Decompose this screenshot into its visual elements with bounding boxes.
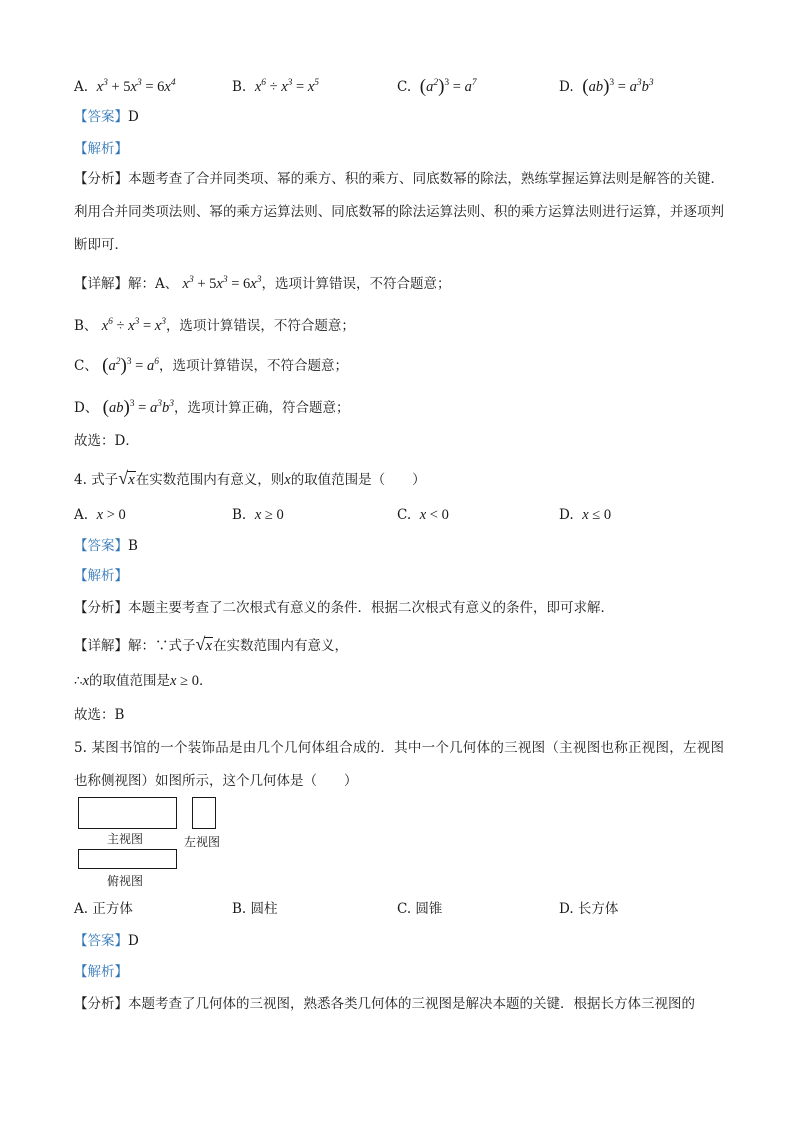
front-view-rect: [78, 797, 177, 829]
q4-options: [74, 504, 724, 526]
q4-jiexi-tag: 【解析】: [74, 568, 128, 584]
q4-xiangjie: 【详解】解：∵式子√x在实数范围内有意义，: [74, 634, 349, 654]
q4-stem: 4. 式子√x在实数范围内有意义，则x的取值范围是（ ）: [74, 468, 426, 488]
q3-xiangjie-d: D、 $(ab)^3 = a^3b^3$，选项计算正确，符合题意；: [74, 397, 350, 418]
q5-options: [74, 898, 724, 920]
q5-option-b: B. 圆柱: [232, 901, 278, 917]
q3-jiexi-tag: 【解析】: [74, 141, 128, 157]
top-view-rect: [78, 849, 177, 869]
sqrt-x: √x: [195, 634, 213, 654]
left-view-label: 左视图: [184, 835, 221, 849]
q5-answer: 【答案】D: [74, 933, 139, 949]
q4-answer: 【答案】B: [74, 538, 138, 554]
q4-option-b: B. x ≥ 0: [232, 507, 284, 523]
q3-xiangjie-a: 【详解】解：A、 $x^3 + 5x^3 = 6x^3$，选项计算错误，不符合题意；: [74, 275, 451, 292]
q3-conclusion: 故选：D．: [74, 433, 139, 449]
q3-option-d: D. $(ab)^3 = a^3b^3$: [559, 76, 654, 97]
q4-option-d: D. x ≤ 0: [559, 507, 612, 523]
q3-answer: 【答案】D: [74, 109, 139, 125]
q5-stem: 5. 某图书馆的一个装饰品是由几个几何体组合成的．其中一个几何体的三视图（主视图也称正视图，左视图也称侧视图）如图所示，这个几何体是（ ）: [74, 740, 725, 789]
q4-therefore: ∴x的取值范围是x ≥ 0．: [74, 673, 213, 689]
q5-option-a: A. 正方体: [74, 901, 133, 917]
q3-option-c: C. $(a^2)^3 = a^7$: [397, 76, 477, 97]
sqrt-x: √x: [118, 468, 135, 488]
front-view-label: 主视图: [107, 832, 144, 846]
top-view-label: 俯视图: [107, 874, 144, 888]
q3-option-b: B. $x^6 \div x^3 = x^5$: [232, 78, 320, 95]
q3-xiangjie-c: C、 $(a^2)^3 = a^6$，选项计算错误，不符合题意；: [74, 355, 348, 376]
left-view-rect: [192, 797, 216, 829]
q4-conclusion: 故选：B: [74, 707, 125, 723]
q5-jiexi-tag: 【解析】: [74, 964, 128, 980]
q4-fenxi: 【分析】本题主要考查了二次根式有意义的条件．根据二次根式有意义的条件，即可求解．: [74, 600, 614, 616]
q4-option-c: C. x < 0: [397, 507, 449, 523]
q3-option-a: A. $x^3 + 5x^3 = 6x^4$: [74, 78, 176, 95]
q3-options: [74, 72, 724, 97]
q4-option-a: A. x > 0: [74, 507, 126, 523]
q5-option-d: D. 长方体: [559, 901, 619, 917]
q3-xiangjie-b: B、 $x^6 \div x^3 = x^3$，选项计算错误，不符合题意；: [74, 317, 355, 334]
q5-option-c: C. 圆锥: [397, 901, 443, 917]
q5-fenxi: 【分析】本题考查了几何体的三视图，熟悉各类几何体的三视图是解决本题的关键．根据长方体三视图的: [74, 996, 695, 1012]
q3-fenxi: 【分析】本题考查了合并同类项、幂的乘方、积的乘方、同底数幂的除法，熟练掌握运算法则是解答的关键．利用合并同类项法则、幂的乘方运算法则、同底数幂的除法运算法则、积的乘方运算法则进行运算，并逐项判断即可．: [74, 171, 725, 253]
